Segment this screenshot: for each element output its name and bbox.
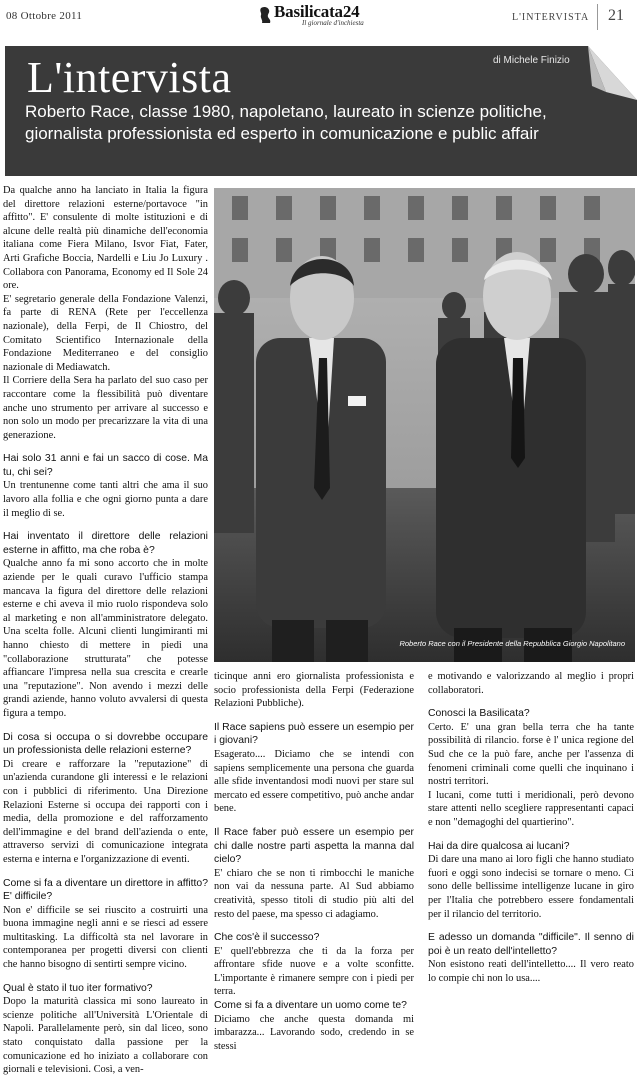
article-column-middle [214, 670, 414, 1053]
intro-paragraph: Il Corriere della Sera ha parlato del suo caso per raccontare come la flessibilità può diventare anche uno strumento per arrivare al successo e non solo un modo per precarizzare la vita di una generazione. [3, 375, 208, 441]
page-fold-icon [588, 46, 637, 100]
interview-answer: Di creare e rafforzare la "reputazione" di un'azienda curandone gli interessi e le relazioni con i pubblici di riferimento. Una Direzione Relazioni Esterne si occupa dei rapporti con i media, della promozione e del rafforzamento dell'immagine e del brand dell'azienda o ente, attraverso servizi di comunicazione integrata esterna e interna e l'organizzazione di eventi. [3, 758, 208, 865]
article-subtitle: Roberto Race, classe 1980, napoletano, laureato in scienze politiche, giornalista professionista ed esperto in comunicazione e public affair [25, 102, 547, 143]
title-band [5, 46, 637, 176]
section-label: L'INTERVISTA [512, 12, 590, 23]
interview-question: Come si fa a diventare un direttore in affitto? E' difficile? [3, 877, 208, 903]
article-column-right [428, 670, 634, 985]
author-byline: di Michele Finizio [493, 55, 570, 66]
interview-answer: Un trentunenne come tanti altri che ama il suo lavoro alla follia e che ogni giorno punta a dare il meglio di se. [3, 480, 208, 519]
interview-question: Come si fa a diventare un uomo come te? [214, 1000, 407, 1012]
interview-answer: Certo. E' una gran bella terra che ha tante possibilità di rilancio. forse è l' unica regione del Sud che ce la può fare, anche per l'assenza di fenomeni criminali come quelli che inquinano i nostri territori. [428, 721, 634, 788]
interview-answer-continued: ticinque anni ero giornalista professionista e socio professionista della Ferpi (Federazione Relazioni Pubbliche). [214, 671, 414, 710]
interview-answer: Diciamo che anche questa domanda mi imbarazza... Lavorando sodo, credendo in se stessi [214, 1013, 414, 1052]
interview-answer-continued: e motivando e valorizzando al meglio i propri collaboratori. [428, 671, 634, 696]
interview-answer: Esagerato.... Diciamo che se intendi con sapiens semplicemente una persona che guarda alle sfide inventandosi modi nuovi per stare sul mercato ed essere competitivo, può anche andar bene. [214, 748, 414, 815]
photo-caption: Roberto Race con il Presidente della Repubblica Giorgio Napolitano [399, 639, 625, 648]
interview-question: Conosci la Basilicata? [428, 708, 530, 720]
intro-paragraph: Da qualche anno ha lanciato in Italia la figura del direttore relazioni esterne/portavoce "in affitto". E' consulente di molte istituzioni e di alcune delle realtà più dinamiche dell'economia italiana come Fiera Milano, Isvor Fiat, Fater, Arti Grafiche Boccia, Nardelli e Liu Jo Luxury . Collabora con Panorama, Economy ed Il Sole 24 ore. [3, 185, 208, 292]
interview-answer: Non e' difficile se sei riuscito a costruirti una buona immagine negli anni e se riesci ad essere multitasking. La difficoltà sta nel lavorare in contemporanea per progetti diversi con clienti che hanno bisogno di sentirti sempre vicino. [3, 904, 208, 971]
interview-answer: E' chiaro che se non ti rimbocchi le maniche non vai da nessuna parte. Al Sud abbiamo creatività, spesso titoli di studio più alti del resto del paese, ma spesso ci adagiamo. [214, 867, 414, 920]
basilicata-logo-icon [258, 6, 272, 24]
masthead-name: Basilicata24 [274, 2, 360, 21]
interview-answer: E' quell'ebbrezza che ti da la forza per affrontare sfide nuove e a volte sconfitte. L'importante è rimanere sempre con i piedi per terra. [214, 945, 414, 998]
header-divider [597, 4, 598, 30]
interview-answer: Dopo la maturità classica mi sono laureato in scienze politiche all'Università L'Orientale di Napoli. Parallelamente però, sin dal liceo, sono stato conquistato dalla passione per la comunicazione ed ho iniziato a collaborare con giornali e televisioni. Così, a ven- [3, 996, 208, 1076]
interview-answer: Di dare una mano ai loro figli che hanno studiato fuori e oggi sono indecisi se tornare o meno. Ci sono delle bellissime intelligenze lucane in giro per l'Italia che potrebbero essere fondamentali per il rilancio del territorio. [428, 854, 634, 920]
masthead [258, 2, 386, 28]
intro-paragraph: E' segretario generale della Fondazione Valenzi, fa parte di RENA (Rete per l'eccellenza nazionale), della Ferpi, de Il Chiostro, del Comitato Scientifico Internazionale della Fondazione Mediterraneo e del consiglio nazionale di Mediawatch. [3, 293, 208, 373]
interview-answer: I lucani, come tutti i meridionali, però devono stare attenti nello scegliere rappresentanti capaci e non "demagoghi del quartierino". [428, 789, 634, 828]
interview-question: Il Race faber può essere un esempio per chi dalle nostre parti aspetta la manna dal cielo? [214, 826, 414, 866]
interview-question: Hai inventato il direttore delle relazioni esterne in affitto, ma che roba è? [3, 531, 208, 556]
interview-question: Di cosa si occupa o si dovrebbe occupare un professionista delle relazioni esterne? [3, 731, 208, 757]
issue-date: 08 Ottobre 2011 [6, 10, 83, 22]
interview-question: Che cos'è il successo? [214, 932, 320, 944]
article-column-left [3, 184, 208, 1077]
interview-question: Il Race sapiens può essere un esempio per i giovani? [214, 721, 414, 747]
masthead-tagline: Il giornale d'inchiesta [302, 19, 364, 27]
interview-question: Hai da dire qualcosa ai lucani? [428, 840, 570, 852]
page-title: L'intervista [27, 53, 232, 102]
top-bar [0, 0, 642, 30]
interview-answer: Qualche anno fa mi sono accorto che in molte aziende per le quali curavo l'ufficio stampa mancava la figura del direttore delle relazioni esterne e chi aveva il mio ruolo rispondeva solo al marketing e non all'amministratore delegato. Una scelta folle. Alcuni clienti lungimiranti mi hanno chiesto di mettere in piedi una "collaborazione strutturata" che potesse affiancare l'impresa nella sua crescita e crearle una "reputazione". Non avendo i mezzi delle grandi aziende, hanno voluto avvalersi di questa figura a tempo. [3, 558, 208, 719]
interview-question: E adesso un domanda "difficile". Il senno di poi è un reato dell'intelletto? [428, 932, 634, 957]
interview-question: Qual è stato il tuo iter formativo? [3, 982, 153, 994]
page-number: 21 [608, 7, 624, 24]
interview-answer: Non esistono reati dell'intelletto.... Il vero reato lo compie chi non lo usa.... [428, 959, 634, 984]
interview-question: Hai solo 31 anni e fai un sacco di cose. Ma tu, chi sei? [3, 453, 208, 478]
photo-illustration [214, 188, 635, 662]
article-photo [214, 188, 635, 662]
